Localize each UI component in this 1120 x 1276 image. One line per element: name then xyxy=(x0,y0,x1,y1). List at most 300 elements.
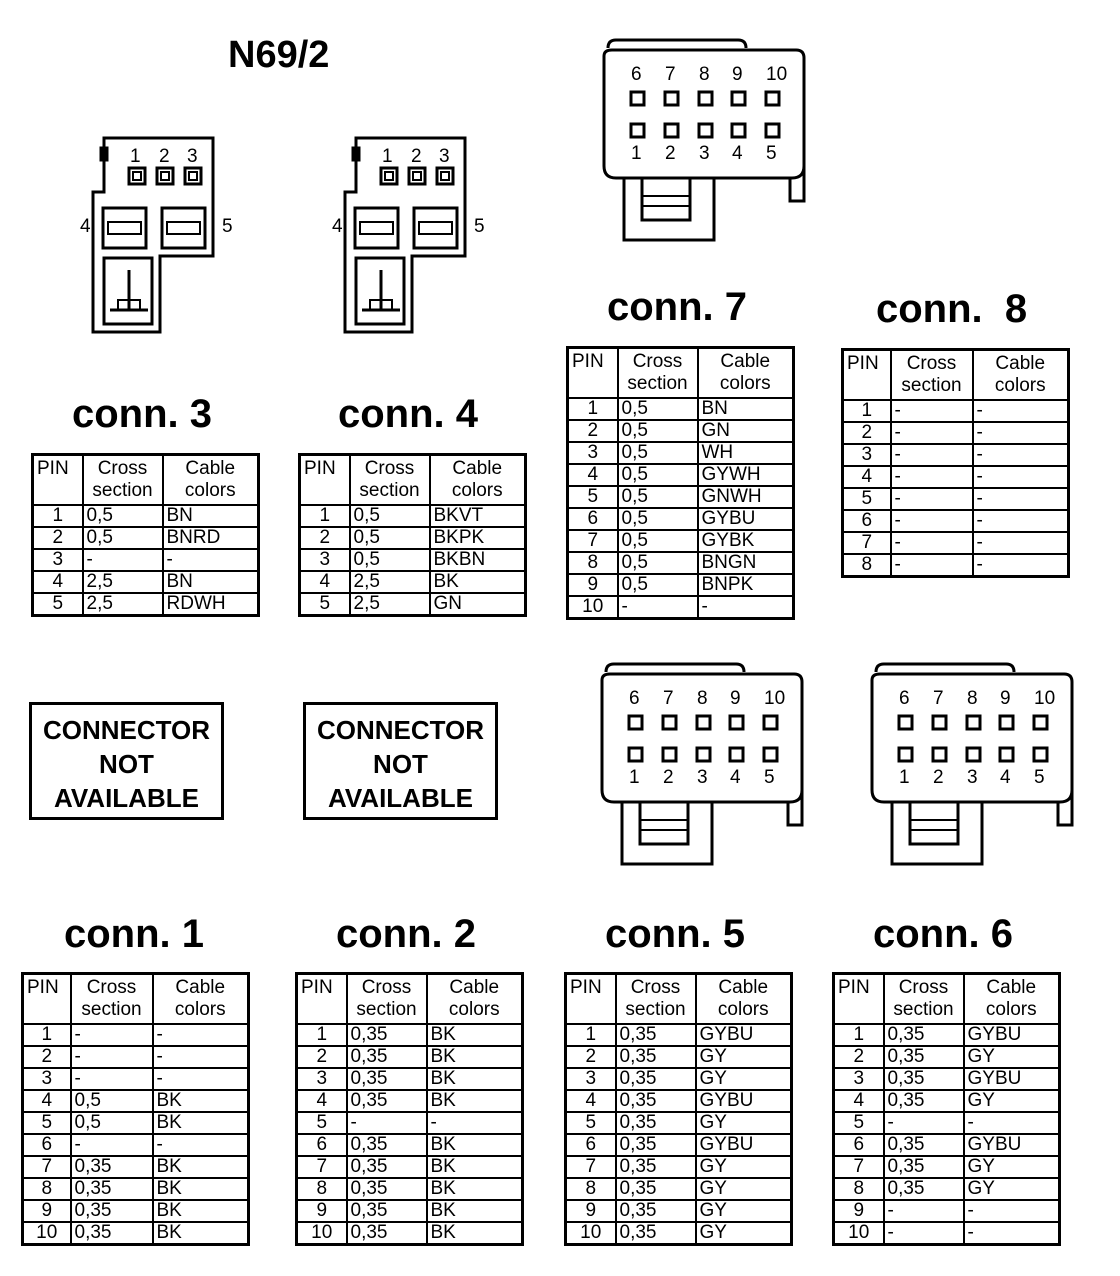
conn1-not-available-note xyxy=(29,702,224,820)
pin-number-label: 3 xyxy=(439,146,450,167)
cable-color-cell: BNPK xyxy=(698,574,794,596)
cable-colors-column-header xyxy=(427,974,523,1025)
table-row xyxy=(834,1090,1060,1112)
table-row xyxy=(568,442,794,464)
table-row xyxy=(23,1090,249,1112)
cross-section-column-header xyxy=(618,348,698,399)
table-row xyxy=(297,1068,523,1090)
conn2-not-available-note xyxy=(303,702,498,820)
pin-number-cell: 2 xyxy=(568,420,618,442)
table-header-row xyxy=(566,974,792,1025)
conn8-title: conn. 8 xyxy=(876,287,1028,331)
cross-section-column-header-line: Cross xyxy=(86,977,137,998)
table-row xyxy=(23,1156,249,1178)
cable-color-cell: GY xyxy=(964,1046,1060,1068)
cross-section-cell: 2,5 xyxy=(350,571,430,593)
cable-color-cell: - xyxy=(973,510,1069,532)
cross-section-column-header xyxy=(347,974,427,1025)
pin-number-cell: 2 xyxy=(297,1046,347,1068)
pin-number-cell: 8 xyxy=(566,1178,616,1200)
cable-color-cell: GYWH xyxy=(698,464,794,486)
pin-number-cell: 10 xyxy=(566,1222,616,1245)
cable-color-cell: GNWH xyxy=(698,486,794,508)
cross-section-cell: 0,35 xyxy=(616,1134,696,1156)
cross-section-cell: 0,35 xyxy=(616,1024,696,1046)
cable-color-cell: BN xyxy=(163,505,259,527)
pin-number-cell: 4 xyxy=(834,1090,884,1112)
cable-color-cell: GYBU xyxy=(964,1024,1060,1046)
cable-colors-column-header-line: Cable xyxy=(449,977,500,998)
cable-color-cell: BK xyxy=(427,1200,523,1222)
cross-section-cell: - xyxy=(884,1112,964,1134)
cable-color-cell: GYBU xyxy=(696,1090,792,1112)
pin-number-cell: 3 xyxy=(834,1068,884,1090)
cross-section-cell: - xyxy=(71,1068,153,1090)
cross-section-cell: 0,35 xyxy=(71,1178,153,1200)
pin-number-cell: 1 xyxy=(843,400,891,422)
pin-number-label: 4 xyxy=(332,216,343,237)
pin-number-cell: 3 xyxy=(566,1068,616,1090)
cable-color-cell: GY xyxy=(696,1222,792,1245)
table-row xyxy=(834,1024,1060,1046)
cross-section-cell: - xyxy=(884,1200,964,1222)
cable-color-cell: GYBU xyxy=(696,1024,792,1046)
cable-colors-column-header-line: colors xyxy=(717,999,769,1020)
table-row xyxy=(566,1156,792,1178)
cable-color-cell: BK xyxy=(427,1090,523,1112)
pin-number-cell: 3 xyxy=(33,549,83,571)
table-row xyxy=(297,1134,523,1156)
cable-color-cell: GY xyxy=(964,1156,1060,1178)
cable-colors-column-header-line: colors xyxy=(719,373,771,394)
pin-number-cell: 2 xyxy=(843,422,891,444)
cable-color-cell: GY xyxy=(696,1178,792,1200)
pin-column-header: PIN xyxy=(843,350,891,401)
not-available-line1: CONNECTOR xyxy=(42,715,211,745)
table-row xyxy=(834,1200,1060,1222)
cable-color-cell: - xyxy=(973,532,1069,554)
cable-colors-column-header-line: Cable xyxy=(185,458,236,479)
pin-number-cell: 6 xyxy=(843,510,891,532)
conn6-title: conn. 6 xyxy=(873,912,1014,956)
pin-number-cell: 2 xyxy=(566,1046,616,1068)
cross-section-cell: 0,5 xyxy=(83,505,163,527)
table-header-row xyxy=(834,974,1060,1025)
pin-number-cell: 10 xyxy=(568,596,618,619)
pin-number-label: 5 xyxy=(766,143,777,164)
pin-number-label: 3 xyxy=(187,146,198,167)
pin-number-cell: 10 xyxy=(297,1222,347,1245)
cross-section-cell: - xyxy=(71,1024,153,1046)
table-row xyxy=(300,593,526,616)
cable-color-cell: GYBU xyxy=(964,1068,1060,1090)
connector-6-drawing xyxy=(866,660,1081,870)
cross-section-cell: 2,5 xyxy=(83,593,163,616)
cable-color-cell: BK xyxy=(430,571,526,593)
table-row xyxy=(297,1200,523,1222)
pin-number-cell: 1 xyxy=(33,505,83,527)
pin-number-label: 5 xyxy=(764,767,775,788)
cable-color-cell: - xyxy=(153,1068,249,1090)
conn5-pin-table xyxy=(564,972,793,1246)
table-row xyxy=(297,1090,523,1112)
pin-number-cell: 2 xyxy=(834,1046,884,1068)
cable-colors-column-header-line: colors xyxy=(994,375,1046,396)
cross-section-cell: - xyxy=(891,444,973,466)
pin-number-cell: 7 xyxy=(843,532,891,554)
conn8-pin-table xyxy=(841,348,1070,578)
pin-number-cell: 6 xyxy=(297,1134,347,1156)
pin-number-label: 6 xyxy=(631,64,642,85)
pin-number-cell: 5 xyxy=(834,1112,884,1134)
cable-color-cell: BK xyxy=(427,1068,523,1090)
table-row xyxy=(566,1068,792,1090)
pin-number-cell: 7 xyxy=(566,1156,616,1178)
table-row xyxy=(566,1178,792,1200)
cross-section-cell: 0,5 xyxy=(71,1090,153,1112)
pin-number-cell: 7 xyxy=(297,1156,347,1178)
pin-number-cell: 5 xyxy=(568,486,618,508)
cross-section-column-header xyxy=(891,350,973,401)
pin-number-cell: 4 xyxy=(297,1090,347,1112)
table-row xyxy=(23,1134,249,1156)
conn2-title: conn. 2 xyxy=(336,912,477,956)
cross-section-cell: 0,35 xyxy=(616,1178,696,1200)
table-row xyxy=(23,1178,249,1200)
pin-number-cell: 3 xyxy=(23,1068,71,1090)
pin-number-cell: 8 xyxy=(568,552,618,574)
cross-section-cell: 0,5 xyxy=(618,442,698,464)
cable-color-cell: BK xyxy=(427,1046,523,1068)
table-row xyxy=(297,1046,523,1068)
connector-4-drawing xyxy=(322,130,502,340)
cross-section-cell: 0,5 xyxy=(350,505,430,527)
cable-color-cell: - xyxy=(153,1024,249,1046)
cable-color-cell: GYBU xyxy=(696,1134,792,1156)
pin-number-label: 2 xyxy=(411,146,422,167)
cable-color-cell: BK xyxy=(153,1112,249,1134)
table-row xyxy=(568,574,794,596)
cross-section-cell: 0,35 xyxy=(884,1178,964,1200)
cross-section-cell: 0,35 xyxy=(347,1178,427,1200)
cross-section-cell: - xyxy=(891,466,973,488)
table-row xyxy=(566,1134,792,1156)
pin-number-label: 1 xyxy=(899,767,910,788)
cross-section-cell: 0,35 xyxy=(347,1024,427,1046)
cross-section-cell: 0,5 xyxy=(618,530,698,552)
cross-section-cell: - xyxy=(891,400,973,422)
cable-color-cell: BNGN xyxy=(698,552,794,574)
table-row xyxy=(843,466,1069,488)
cable-color-cell: GY xyxy=(696,1200,792,1222)
cable-color-cell: - xyxy=(964,1112,1060,1134)
cable-colors-column-header-line: colors xyxy=(184,480,236,501)
cable-color-cell: BNRD xyxy=(163,527,259,549)
pin-number-cell: 2 xyxy=(23,1046,71,1068)
table-row xyxy=(834,1178,1060,1200)
cross-section-cell: 0,35 xyxy=(616,1112,696,1134)
pin-number-cell: 5 xyxy=(843,488,891,510)
cable-colors-column-header xyxy=(964,974,1060,1025)
cross-section-cell: 0,35 xyxy=(884,1134,964,1156)
cross-section-cell: - xyxy=(884,1222,964,1245)
cable-color-cell: GY xyxy=(696,1046,792,1068)
pin-number-cell: 8 xyxy=(834,1178,884,1200)
table-row xyxy=(843,532,1069,554)
cross-section-cell: 0,5 xyxy=(83,527,163,549)
table-row xyxy=(23,1046,249,1068)
pin-number-label: 1 xyxy=(130,146,141,167)
cable-colors-column-header-line: Cable xyxy=(986,977,1037,998)
table-row xyxy=(297,1112,523,1134)
conn1-title: conn. 1 xyxy=(64,912,205,956)
pin-number-cell: 5 xyxy=(566,1112,616,1134)
cross-section-cell: - xyxy=(618,596,698,619)
cross-section-column-header-line: section xyxy=(893,999,954,1020)
cable-colors-column-header xyxy=(163,455,259,506)
cable-color-cell: - xyxy=(973,400,1069,422)
table-row xyxy=(23,1024,249,1046)
table-row xyxy=(568,596,794,619)
cross-section-cell: 0,35 xyxy=(71,1200,153,1222)
cable-color-cell: BK xyxy=(427,1222,523,1245)
cross-section-cell: 0,35 xyxy=(884,1068,964,1090)
cross-section-cell: - xyxy=(71,1134,153,1156)
cross-section-cell: 0,35 xyxy=(347,1156,427,1178)
cross-section-cell: 0,35 xyxy=(616,1200,696,1222)
table-row xyxy=(566,1046,792,1068)
table-row xyxy=(33,549,259,571)
pin-number-label: 1 xyxy=(382,146,393,167)
pin-number-label: 3 xyxy=(697,767,708,788)
pin-number-cell: 3 xyxy=(568,442,618,464)
cable-color-cell: BK xyxy=(427,1024,523,1046)
not-available-line2: NOT xyxy=(373,749,428,779)
cross-section-cell: 2,5 xyxy=(83,571,163,593)
cross-section-cell: - xyxy=(891,554,973,577)
connector-3-drawing xyxy=(70,130,250,340)
pin-number-cell: 9 xyxy=(23,1200,71,1222)
pin-number-cell: 6 xyxy=(834,1134,884,1156)
cross-section-cell: 0,35 xyxy=(616,1090,696,1112)
table-row xyxy=(568,486,794,508)
table-row xyxy=(834,1068,1060,1090)
conn2-pin-table xyxy=(295,972,524,1246)
cable-color-cell: - xyxy=(698,596,794,619)
cable-colors-column-header-line: Cable xyxy=(995,353,1046,374)
pin-number-cell: 1 xyxy=(297,1024,347,1046)
cable-colors-column-header-line: colors xyxy=(985,999,1037,1020)
pin-number-label: 2 xyxy=(663,767,674,788)
table-row xyxy=(300,505,526,527)
pin-number-label: 7 xyxy=(933,688,944,709)
cross-section-cell: 0,35 xyxy=(884,1156,964,1178)
pin-number-cell: 6 xyxy=(23,1134,71,1156)
pin-number-label: 8 xyxy=(697,688,708,709)
cross-section-cell: 0,35 xyxy=(347,1200,427,1222)
pin-number-label: 5 xyxy=(1034,767,1045,788)
pin-number-cell: 8 xyxy=(23,1178,71,1200)
cross-section-column-header-line: Cross xyxy=(97,458,148,479)
pin-number-label: 10 xyxy=(764,688,786,709)
conn7-pin-table xyxy=(566,346,795,620)
pin-number-label: 3 xyxy=(699,143,710,164)
cross-section-column-header xyxy=(884,974,964,1025)
pin-number-cell: 4 xyxy=(568,464,618,486)
cross-section-column-header xyxy=(350,455,430,506)
cross-section-cell: 0,5 xyxy=(618,398,698,420)
pin-number-label: 4 xyxy=(732,143,743,164)
cable-color-cell: GYBK xyxy=(698,530,794,552)
table-row xyxy=(297,1156,523,1178)
cross-section-cell: - xyxy=(891,532,973,554)
table-header-row xyxy=(568,348,794,399)
cross-section-cell: - xyxy=(891,488,973,510)
cross-section-cell: 0,35 xyxy=(616,1068,696,1090)
cross-section-column-header-line: section xyxy=(625,999,686,1020)
cross-section-cell: 0,5 xyxy=(618,486,698,508)
cross-section-column-header-line: Cross xyxy=(632,351,683,372)
table-header-row xyxy=(33,455,259,506)
cable-colors-column-header-line: Cable xyxy=(720,351,771,372)
cable-color-cell: - xyxy=(964,1222,1060,1245)
pin-number-cell: 8 xyxy=(297,1178,347,1200)
cross-section-cell: 0,35 xyxy=(347,1090,427,1112)
cross-section-column-header-line: Cross xyxy=(361,977,412,998)
cross-section-cell: 0,35 xyxy=(884,1046,964,1068)
pin-number-cell: 5 xyxy=(23,1112,71,1134)
pin-number-label: 7 xyxy=(665,64,676,85)
table-row xyxy=(300,571,526,593)
table-row xyxy=(566,1200,792,1222)
table-row xyxy=(568,464,794,486)
table-row xyxy=(566,1222,792,1245)
pin-number-cell: 9 xyxy=(568,574,618,596)
table-row xyxy=(566,1090,792,1112)
connector-5-drawing xyxy=(596,660,811,870)
table-row xyxy=(33,527,259,549)
pin-number-label: 9 xyxy=(1000,688,1011,709)
cable-color-cell: - xyxy=(973,444,1069,466)
cable-color-cell: - xyxy=(964,1200,1060,1222)
cable-color-cell: BN xyxy=(698,398,794,420)
table-row xyxy=(843,510,1069,532)
pin-number-cell: 1 xyxy=(568,398,618,420)
pin-number-cell: 9 xyxy=(834,1200,884,1222)
cable-color-cell: GY xyxy=(696,1156,792,1178)
cable-color-cell: WH xyxy=(698,442,794,464)
table-row xyxy=(843,488,1069,510)
pin-number-cell: 3 xyxy=(300,549,350,571)
conn1-pin-table xyxy=(21,972,250,1246)
cable-color-cell: GY xyxy=(696,1112,792,1134)
cable-color-cell: BK xyxy=(427,1156,523,1178)
pin-number-cell: 5 xyxy=(33,593,83,616)
cross-section-cell: 0,5 xyxy=(350,549,430,571)
cable-color-cell: GY xyxy=(964,1090,1060,1112)
pin-number-cell: 2 xyxy=(33,527,83,549)
cross-section-column-header-line: Cross xyxy=(898,977,949,998)
table-row xyxy=(843,554,1069,577)
pin-number-cell: 7 xyxy=(834,1156,884,1178)
cable-colors-column-header-line: Cable xyxy=(452,458,503,479)
cable-color-cell: BK xyxy=(427,1134,523,1156)
pin-column-header: PIN xyxy=(297,974,347,1025)
table-row xyxy=(568,552,794,574)
cross-section-cell: - xyxy=(83,549,163,571)
table-row xyxy=(843,422,1069,444)
pin-number-label: 7 xyxy=(663,688,674,709)
cross-section-cell: 0,5 xyxy=(350,527,430,549)
cross-section-cell: 0,35 xyxy=(347,1068,427,1090)
pin-number-cell: 8 xyxy=(843,554,891,577)
cable-colors-column-header-line: Cable xyxy=(175,977,226,998)
table-row xyxy=(843,444,1069,466)
pin-column-header: PIN xyxy=(23,974,71,1025)
conn4-pin-table xyxy=(298,453,527,617)
cable-color-cell: BK xyxy=(427,1178,523,1200)
table-header-row xyxy=(23,974,249,1025)
pin-number-cell: 3 xyxy=(843,444,891,466)
table-row xyxy=(566,1112,792,1134)
table-row xyxy=(566,1024,792,1046)
cross-section-cell: - xyxy=(891,510,973,532)
pin-number-cell: 4 xyxy=(843,466,891,488)
pin-column-header: PIN xyxy=(300,455,350,506)
pin-number-label: 10 xyxy=(766,64,788,85)
pin-column-header: PIN xyxy=(566,974,616,1025)
cross-section-column-header-line: section xyxy=(901,375,962,396)
cable-color-cell: GYBU xyxy=(964,1134,1060,1156)
cross-section-cell: 0,35 xyxy=(71,1156,153,1178)
page-title: N69/2 xyxy=(228,34,330,76)
table-row xyxy=(23,1112,249,1134)
cable-colors-column-header-line: colors xyxy=(451,480,503,501)
cable-color-cell: BK xyxy=(153,1090,249,1112)
cross-section-cell: 0,35 xyxy=(616,1222,696,1245)
table-row xyxy=(568,530,794,552)
cross-section-cell: 0,35 xyxy=(884,1024,964,1046)
table-row xyxy=(568,398,794,420)
cable-color-cell: BN xyxy=(163,571,259,593)
conn5-title: conn. 5 xyxy=(605,912,746,956)
table-header-row xyxy=(300,455,526,506)
table-row xyxy=(300,549,526,571)
cable-color-cell: - xyxy=(153,1046,249,1068)
pin-number-label: 1 xyxy=(629,767,640,788)
cross-section-cell: 0,5 xyxy=(618,420,698,442)
cable-color-cell: - xyxy=(973,488,1069,510)
table-row xyxy=(834,1222,1060,1245)
pin-number-cell: 5 xyxy=(300,593,350,616)
cross-section-cell: 0,35 xyxy=(884,1090,964,1112)
cross-section-cell: - xyxy=(71,1046,153,1068)
cable-color-cell: GY xyxy=(696,1068,792,1090)
cable-colors-column-header xyxy=(153,974,249,1025)
cable-colors-column-header-line: colors xyxy=(448,999,500,1020)
pin-column-header: PIN xyxy=(834,974,884,1025)
table-row xyxy=(297,1024,523,1046)
cable-color-cell: - xyxy=(973,422,1069,444)
cross-section-cell: 2,5 xyxy=(350,593,430,616)
pin-number-label: 4 xyxy=(730,767,741,788)
pin-number-cell: 4 xyxy=(566,1090,616,1112)
table-row xyxy=(300,527,526,549)
pin-number-cell: 3 xyxy=(297,1068,347,1090)
cable-colors-column-header-line: Cable xyxy=(718,977,769,998)
pin-number-cell: 9 xyxy=(566,1200,616,1222)
pin-number-label: 5 xyxy=(474,216,485,237)
